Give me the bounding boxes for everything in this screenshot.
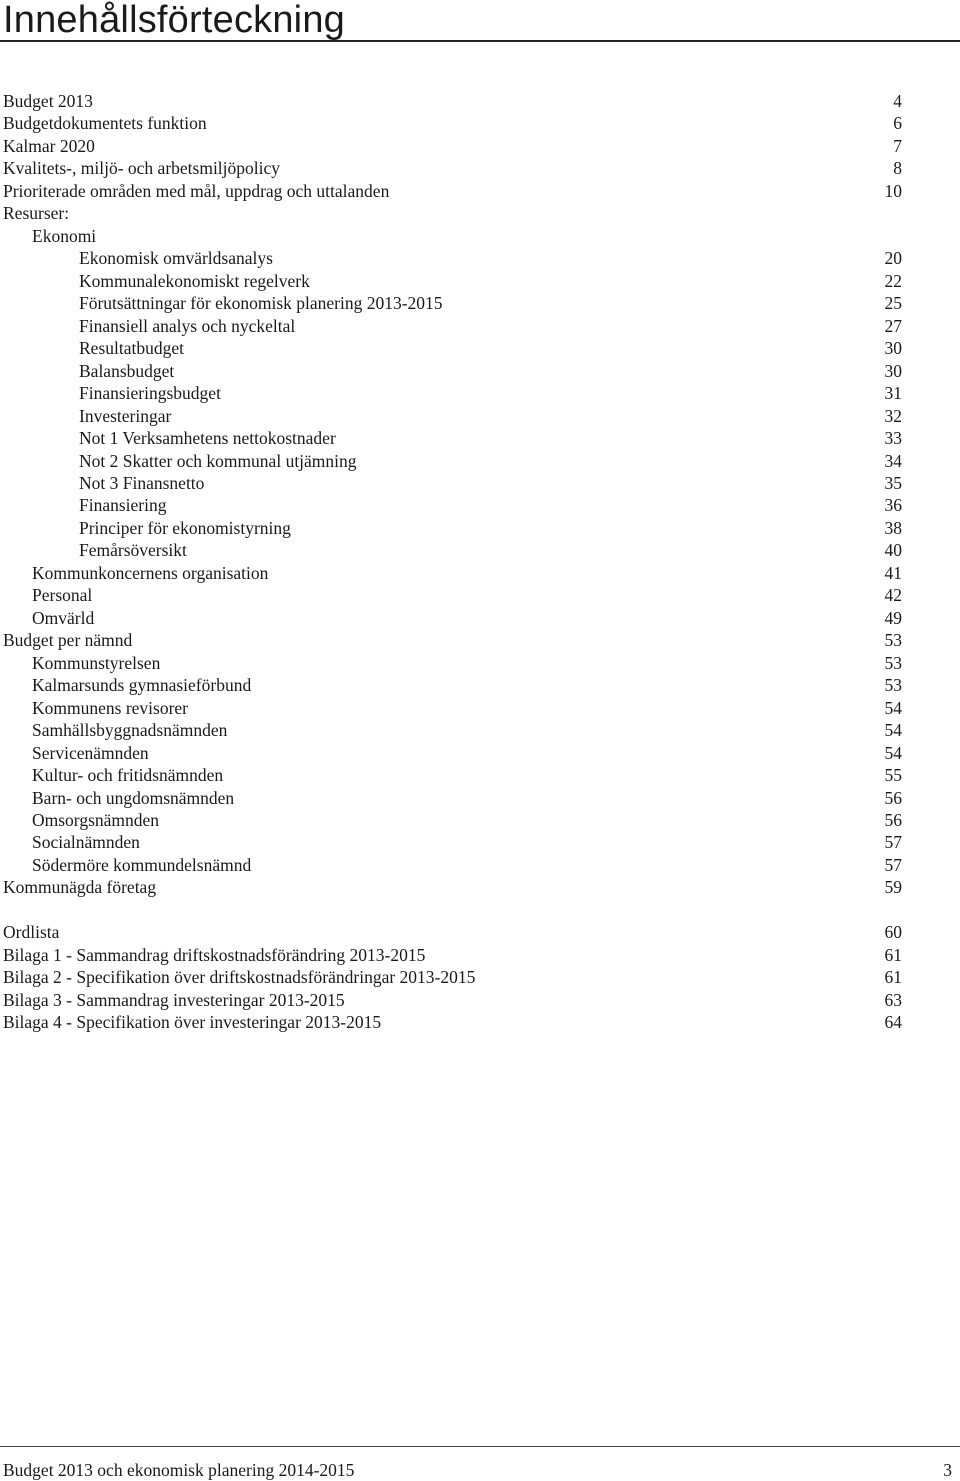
toc-entry-page: 4 [893, 91, 902, 111]
footer-text: Budget 2013 och ekonomisk planering 2014-2015 [3, 1460, 355, 1480]
toc-entry-page: 53 [884, 652, 902, 673]
toc-section-gap [0, 899, 960, 922]
toc-entry-label: Kultur- och fritidsnämnden [32, 765, 224, 786]
toc-entry-label: Balansbudget [79, 360, 175, 381]
toc-entry[interactable] [0, 270, 960, 292]
toc-entry[interactable] [0, 764, 960, 786]
toc-entry-page: 33 [884, 428, 902, 449]
footer-page-number: 3 [943, 1460, 952, 1480]
title-divider [0, 40, 960, 42]
toc-entry[interactable] [0, 944, 960, 966]
footer-divider [0, 1446, 960, 1447]
toc-entry-label: Not 1 Verksamhetens nettokostnader [79, 428, 336, 449]
toc-entry-page: 32 [884, 405, 902, 426]
toc-entry[interactable] [0, 180, 960, 202]
toc-entry-label: Resurser: [3, 203, 70, 224]
toc-entry-page: 10 [884, 180, 902, 201]
toc-entry-label: Budgetdokumentets funktion [3, 113, 207, 134]
toc-entry-label: Socialnämnden [32, 832, 140, 853]
toc-entry[interactable] [0, 382, 960, 404]
toc-entry-page: 55 [884, 765, 902, 786]
toc-entry[interactable] [0, 809, 960, 831]
toc-entry-label: Ekonomi [32, 225, 97, 246]
toc-entry[interactable] [0, 517, 960, 539]
toc-entry-label: Finansieringsbudget [79, 383, 221, 404]
toc-entry-page: 57 [884, 854, 902, 875]
toc-entry-page: 59 [884, 877, 902, 898]
toc-entry-label: Bilaga 3 - Sammandrag investeringar 2013-2015 [3, 989, 345, 1010]
page-title: Innehållsförteckning [3, 0, 345, 41]
toc-entry[interactable] [0, 719, 960, 741]
toc-entry-page: 35 [884, 472, 902, 493]
toc-entry-label: Kommunens revisorer [32, 697, 189, 718]
toc-entry-label: Omsorgsnämnden [32, 810, 160, 830]
toc-entry[interactable] [0, 742, 960, 764]
toc-entry[interactable] [0, 652, 960, 674]
toc-entry[interactable] [0, 697, 960, 719]
toc-entry-label: Kommunägda företag [3, 877, 157, 898]
toc-entry[interactable] [0, 854, 960, 876]
toc-entry-page: 42 [884, 585, 902, 606]
toc-entry-label: Prioriterade områden med mål, uppdrag och uttalanden [3, 180, 390, 201]
toc-entry-label: Samhällsbyggnadsnämnden [32, 720, 228, 741]
table-of-contents [0, 90, 960, 1034]
toc-entry-label: Ordlista [3, 922, 60, 943]
toc-entry-page: 41 [884, 562, 902, 583]
toc-entry-label: Bilaga 2 - Specifikation över driftskostnadsförändringar 2013-2015 [3, 967, 476, 988]
toc-entry[interactable] [0, 405, 960, 427]
toc-entry[interactable] [0, 472, 960, 494]
toc-entry-page: 27 [884, 315, 902, 336]
toc-entry-page: 36 [884, 495, 902, 516]
toc-entry[interactable] [0, 539, 960, 561]
toc-entry-page: 40 [884, 540, 902, 561]
toc-entry[interactable] [0, 360, 960, 382]
toc-entry-page: 53 [884, 675, 902, 696]
toc-entry-page: 63 [884, 989, 902, 1010]
toc-entry[interactable] [0, 315, 960, 337]
toc-entry-label: Not 2 Skatter och kommunal utjämning [79, 450, 357, 471]
toc-entry-page: 25 [884, 293, 902, 314]
toc-entry-label: Finansiell analys och nyckeltal [79, 315, 296, 336]
toc-entry-label: Personal [32, 585, 93, 606]
toc-entry[interactable] [0, 1011, 960, 1033]
toc-entry[interactable] [0, 876, 960, 898]
toc-entry[interactable] [0, 584, 960, 606]
toc-entry-label: Kommunstyrelsen [32, 652, 161, 673]
toc-entry-label: Ekonomisk omvärldsanalys [79, 248, 273, 269]
toc-entry[interactable] [0, 989, 960, 1011]
toc-entry-page: 30 [884, 338, 902, 359]
toc-entry-page: 53 [884, 630, 902, 651]
toc-entry-label: Principer för ekonomistyrning [79, 517, 291, 538]
toc-entry-label: Barn- och ungdomsnämnden [32, 787, 235, 808]
toc-entry-label: Finansiering [79, 495, 167, 516]
toc-entry[interactable] [0, 90, 960, 112]
toc-entry-label: Servicenämnden [32, 742, 149, 763]
toc-entry-label: Kalmar 2020 [3, 135, 95, 156]
toc-entry-page: 7 [893, 135, 902, 156]
toc-entry-page: 56 [884, 787, 902, 808]
toc-entry[interactable] [0, 674, 960, 696]
toc-entry[interactable] [0, 247, 960, 269]
toc-entry-page: 54 [884, 742, 902, 763]
toc-entry-page: 30 [884, 360, 902, 381]
toc-entry[interactable] [0, 921, 960, 943]
toc-entry-label: Kommunkoncernens organisation [32, 562, 269, 583]
toc-entry-page: 22 [884, 270, 902, 291]
toc-entry[interactable] [0, 450, 960, 472]
toc-entry-page: 34 [884, 450, 902, 471]
toc-entry-label: Budget 2013 [3, 91, 93, 111]
toc-entry-page: 31 [884, 383, 902, 404]
toc-entry[interactable] [0, 562, 960, 584]
toc-entry[interactable] [0, 427, 960, 449]
toc-entry-page: 61 [884, 967, 902, 988]
toc-entry-page: 54 [884, 697, 902, 718]
toc-entry-page: 6 [893, 113, 902, 134]
toc-entry-label: Bilaga 4 - Specifikation över investeringar 2013-2015 [3, 1012, 382, 1033]
toc-entry[interactable] [0, 629, 960, 651]
toc-entry-label: Södermöre kommundelsnämnd [32, 854, 252, 875]
toc-entry[interactable] [0, 112, 960, 134]
toc-entry-label: Kvalitets-, miljö- och arbetsmiljöpolicy [3, 158, 281, 179]
toc-entry-page: 57 [884, 832, 902, 853]
toc-entry[interactable] [0, 135, 960, 157]
toc-entry[interactable] [0, 607, 960, 629]
toc-entry[interactable] [0, 831, 960, 853]
toc-entry[interactable] [0, 494, 960, 516]
toc-entry-label: Investeringar [79, 405, 172, 426]
toc-entry-page: 20 [884, 248, 902, 269]
toc-entry-page: 60 [884, 922, 902, 943]
toc-entry-label: Bilaga 1 - Sammandrag driftskostnadsförändring 2013-2015 [3, 944, 426, 965]
toc-entry[interactable] [0, 157, 960, 179]
toc-entry-label: Resultatbudget [79, 338, 184, 359]
toc-entry-page: 49 [884, 607, 902, 628]
toc-entry-label: Kalmarsunds gymnasieförbund [32, 675, 252, 696]
toc-entry-page: 8 [893, 158, 902, 179]
toc-entry[interactable] [0, 966, 960, 988]
toc-entry-page: 61 [884, 944, 902, 965]
toc-entry[interactable] [0, 292, 960, 314]
toc-entry-page: 56 [884, 810, 902, 830]
toc-entry-label: Omvärld [32, 607, 95, 628]
toc-entry-label: Femårsöversikt [79, 540, 187, 561]
toc-entry[interactable] [0, 787, 960, 809]
toc-entry-label: Not 3 Finansnetto [79, 472, 205, 493]
toc-entry[interactable] [0, 337, 960, 359]
toc-entry-label: Kommunalekonomiskt regelverk [79, 270, 310, 291]
toc-entry-page: 54 [884, 720, 902, 741]
toc-entry-page: 64 [884, 1012, 902, 1033]
toc-entry-label: Budget per nämnd [3, 630, 133, 651]
toc-entry[interactable] [0, 202, 960, 224]
toc-entry[interactable] [0, 225, 960, 247]
toc-entry-page: 38 [884, 517, 902, 538]
toc-entry-label: Förutsättningar för ekonomisk planering 2013-2015 [79, 293, 443, 314]
